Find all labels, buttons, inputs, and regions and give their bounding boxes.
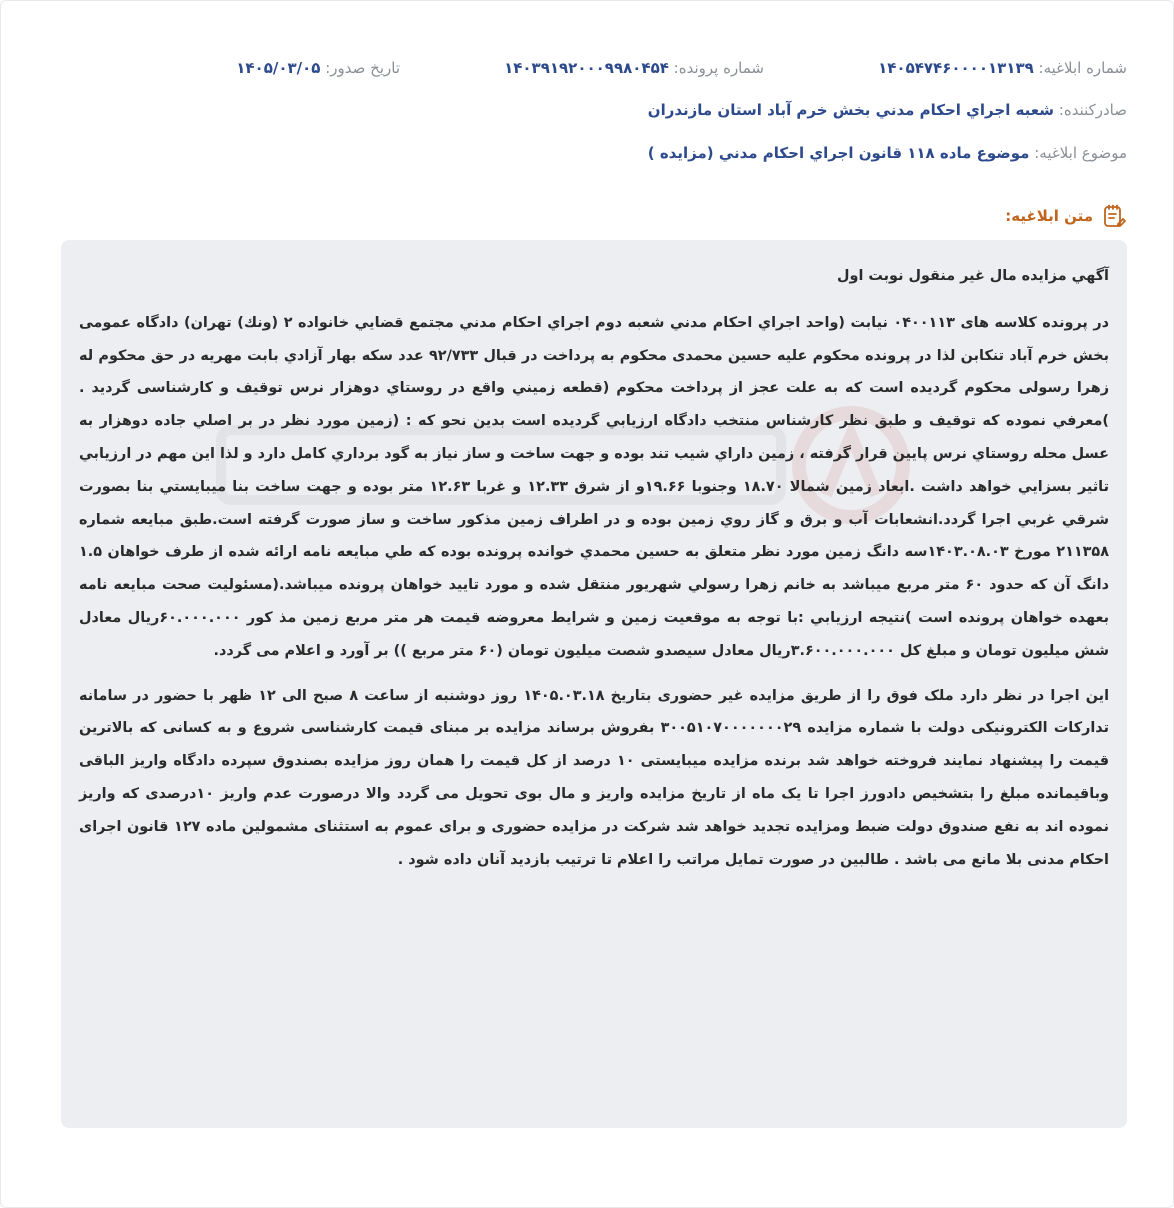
notice-body [61, 240, 1127, 1128]
auction-title: آگهي مزايده مال غير منقول نوبت اول [837, 268, 1109, 284]
notice-number-label: شماره ابلاغیه: [1038, 59, 1127, 77]
notice-body-text [79, 260, 1109, 888]
case-number-label: شماره پرونده: [673, 59, 764, 77]
issuer-label: صادرکننده: [1058, 101, 1127, 119]
meta-row [41, 59, 1127, 83]
notice-number-value: ۱۴۰۵۴۷۴۶۰۰۰۰۱۳۱۳۹ [878, 59, 1034, 77]
case-number-value: ۱۴۰۳۹۱۹۲۰۰۰۹۹۸۰۴۵۴ [504, 59, 669, 77]
issue-date [236, 59, 400, 77]
case-number [504, 59, 764, 77]
body-paragraph-1: در پرونده كلاسه های ۰۴۰۰۱۱۳ نيابت (واحد اجراي احكام مدني شعبه دوم اجراي احكام مدني مجتمع قضايي خانواده ۲ (ونك) تهران) دادگاه عمومی بخش خرم آباد تنكابن لذا در پرونده محكوم عليه حسين محمدی محكوم به پرداخت در قبال ۹۲/۷۳۳ عدد سكه بهار آزادي بابت مهريه در حق محكوم له زهرا رسولی محكوم گرديده است كه به علت عجز از پرداخت محكوم (قطعه زميني واقع در روستاي دوهزار نرس توقيف و كارشناسی گرديد . )معرفي نموده كه توقيف و طبق نظر كارشناس منتخب دادگاه ارزيابي گرديده است بدين نحو كه : (زمين مورد نظر در بر اصلي جاده دوهزار به عسل محله روستاي نرس پايين قرار گرفته ، زمين داراي شيب تند بوده و جهت ساخت و ساز نياز به گود برداري كامل دارد و لذا اين مهم در ارزيابي تاثير بسزايي خواهد داشت .ابعاد زمين شمالا ۱۸.۷۰ وجنوبا ۱۹.۶۶و از شرق ۱۲.۳۳ و غربا ۱۲.۶۳ متر بوده و جهت ساخت بنا ميبايستي بنا بصورت شرقي غربي اجرا گردد.انشعابات آب و برق و گاز روي زمين بوده و در اطراف زمين مذكور ساخت و ساز صورت گرفته است.طبق مبايعه شماره ۲۱۱۳۵۸ مورخ ۱۴۰۳.۰۸.۰۳سه دانگ زمين مورد نظر متعلق به حسين محمدي خوانده پرونده بوده كه طي مبايعه نامه ارائه شده از طرف خواهان ۱.۵ دانگ آن كه حدود ۶۰ متر مربع ميباشد به خانم زهرا رسولي شهريور منتقل شده و مورد تاييد خواهان پرونده ميباشد.(مسئوليت صحت مبايعه نامه بعهده خواهان پرونده است )نتيجه ارزيابي :با توجه به موقعيت زمين و شرايط معروضه قيمت هر متر مربع زمين مذ كور ۶۰.۰۰۰.۰۰۰ريال معادل شش ميليون تومان و مبلغ كل ۳.۶۰۰.۰۰۰.۰۰۰ريال معادل سيصدو شصت ميليون تومان (۶۰ متر مربع )) بر آورد و اعلام می گردد. [79, 314, 1110, 659]
notice-number [878, 59, 1127, 77]
issue-date-value: ۱۴۰۵/۰۳/۰۵ [236, 59, 321, 77]
subject-value: موضوع ماده ۱۱۸ قانون اجراي احكام مدني (مزايده ) [647, 144, 1030, 162]
issuer [41, 101, 1127, 119]
subject [41, 144, 1127, 162]
issuer-value: شعبه اجراي احكام مدني بخش خرم آباد استان مازندران [647, 101, 1054, 119]
notice-text-heading-label: متن ابلاغیه: [1005, 207, 1093, 225]
document-edit-icon [1101, 203, 1127, 229]
notice-text-heading [1005, 202, 1127, 230]
body-paragraph-2: اين اجرا در نظر دارد ملک فوق را از طريق مزايده غير حضوری بتاريخ ۱۴۰۵.۰۳.۱۸ روز دوشنبه از ساعت ۸ صبح الی ۱۲ ظهر با حضور در سامانه تداركات الكترونيكی دولت با شماره مزايده ۳۰۰۵۱۰۷۰۰۰۰۰۰۰۲۹ بفروش برساند مزايده بر مبنای قيمت كارشناسی شروع و به كسانی كه بالاترين قيمت را پيشنهاد نمايند فروخته خواهد شد برنده مزايده ميبايستی ۱۰ درصد از كل قيمت را همان روز مزايده بصندوق سپرده دادگاه واريز الباقی وباقيمانده مبلغ را بتشخيص دادورز اجرا تا يک ماه از تاريخ مزايده واريز و مال بوی تحويل می گردد والا درصورت عدم واريز ۱۰درصدی كه واريز نموده اند به نفع صندوق دولت ضبط ومزايده تجديد خواهد شد شركت در مزايده حضوری و برای عموم به استثنای مشمولين ماده ۱۲۷ قانون اجرای احكام مدنی بلا مانع می باشد . طالبين در صورت تمايل مراتب را اعلام تا ترتيب بازديد آنان داده شود . [79, 687, 1110, 868]
subject-label: موضوع ابلاغیه: [1034, 144, 1127, 162]
issue-date-label: تاریخ صدور: [325, 59, 400, 77]
